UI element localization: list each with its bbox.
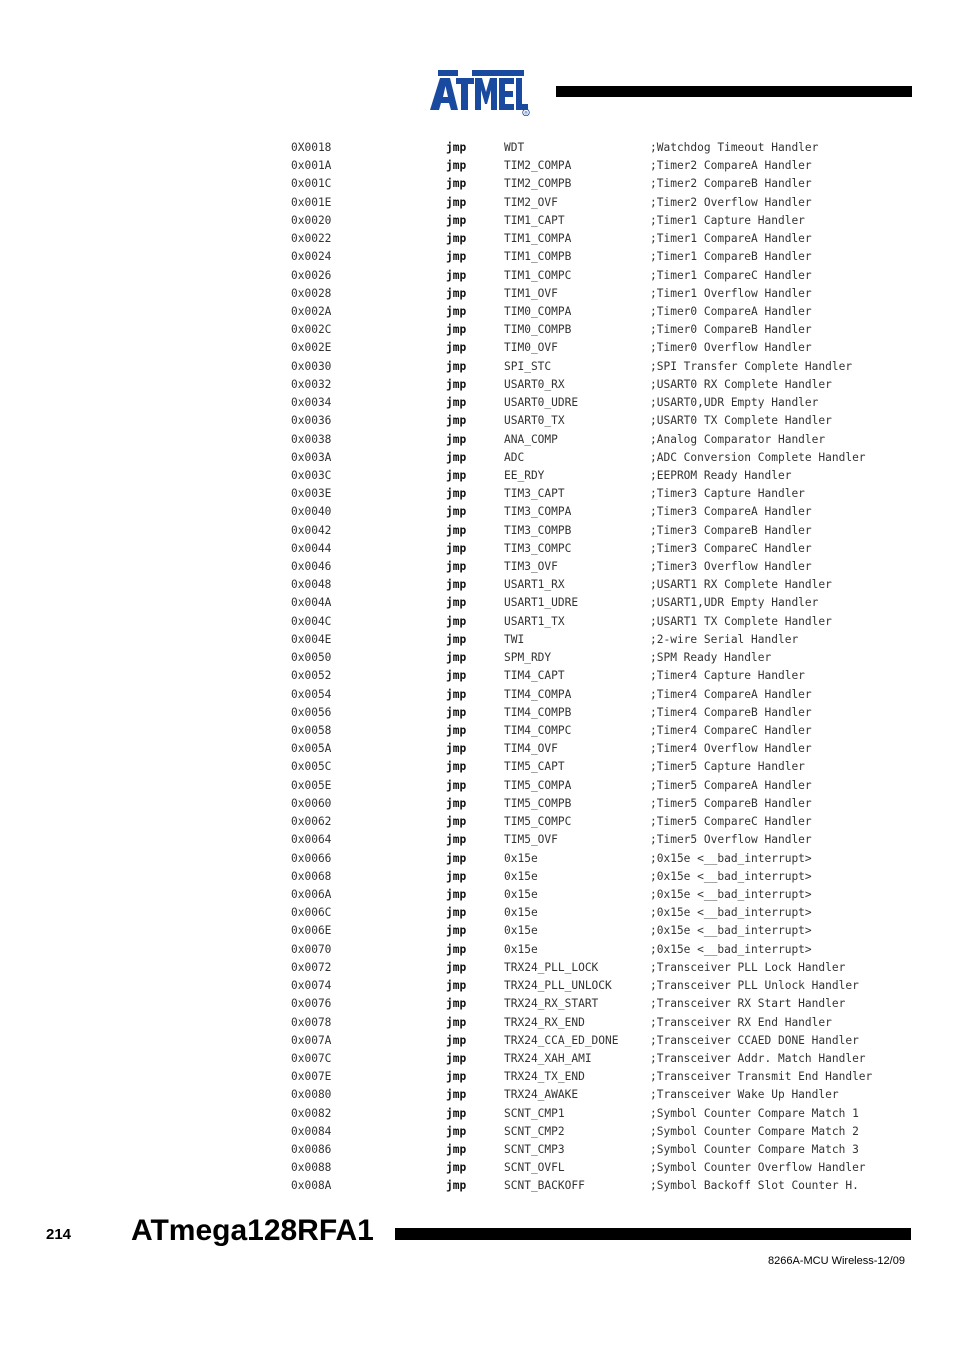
- code-address: 0x0030: [291, 359, 332, 373]
- code-target: SCNT_CMP1: [504, 1106, 565, 1120]
- code-opcode: jmp: [446, 1161, 467, 1175]
- code-address: 0x004C: [291, 614, 332, 628]
- code-comment: ;Timer4 CompareC Handler: [650, 724, 812, 737]
- code-comment: ;0x15e <__bad_interrupt>: [650, 924, 812, 938]
- code-comment: ;2-wire Serial Handler: [650, 632, 799, 646]
- code-opcode: jmp: [446, 1033, 467, 1047]
- code-comment: ;0x15e <__bad_interrupt>: [650, 869, 812, 883]
- header-rule: [556, 86, 912, 97]
- code-comment: ;Timer5 Capture Handler: [650, 760, 805, 774]
- code-target: TIM3_COMPC: [504, 541, 572, 555]
- code-address: 0x0044: [291, 541, 332, 555]
- code-address: 0x0034: [291, 396, 332, 410]
- code-address: 0x0074: [291, 979, 332, 993]
- code-opcode: jmp: [446, 705, 467, 719]
- code-comment: ;Timer3 CompareB Handler: [650, 523, 812, 537]
- code-comment: ;SPM Ready Handler: [650, 651, 772, 665]
- atmel-logo: [428, 66, 532, 116]
- code-opcode: jmp: [446, 1143, 467, 1157]
- code-opcode: jmp: [446, 414, 467, 428]
- code-address: 0x0022: [291, 232, 332, 246]
- code-target: TIM5_COMPA: [504, 778, 572, 792]
- code-target: TRX24_PLL_UNLOCK: [504, 979, 612, 993]
- code-comment: ;Transceiver PLL Unlock Handler: [650, 979, 859, 993]
- code-address: 0x0076: [291, 997, 332, 1011]
- code-target: WDT: [504, 141, 525, 154]
- code-target: TIM2_COMPA: [504, 159, 572, 173]
- code-opcode: jmp: [446, 396, 467, 410]
- page-number: 214: [46, 1226, 72, 1243]
- code-address: 0x005E: [291, 778, 332, 792]
- code-address: 0x0056: [291, 705, 332, 719]
- code-opcode: jmp: [446, 1124, 467, 1138]
- code-target: TWI: [504, 632, 525, 646]
- code-target: TIM0_COMPA: [504, 304, 572, 318]
- code-address: 0x002C: [291, 323, 332, 337]
- code-target: TIM3_COMPA: [504, 505, 572, 519]
- code-target: SCNT_CMP2: [504, 1124, 565, 1138]
- code-comment: ;Timer0 CompareA Handler: [650, 304, 812, 318]
- code-comment: ;0x15e <__bad_interrupt>: [650, 906, 812, 920]
- document-reference: 8266A-MCU Wireless-12/09: [768, 1255, 905, 1267]
- code-comment: ;Transceiver PLL Lock Handler: [650, 960, 846, 974]
- code-address: 0x0078: [291, 1015, 332, 1029]
- code-comment: ;Transceiver CCAED DONE Handler: [650, 1033, 859, 1047]
- code-target: TIM5_COMPB: [504, 796, 572, 810]
- code-opcode: jmp: [446, 851, 467, 865]
- code-address: 0x0024: [291, 250, 332, 264]
- code-address: 0x004E: [291, 632, 332, 646]
- code-address: 0x002E: [291, 341, 332, 355]
- code-opcode: jmp: [446, 887, 467, 901]
- code-comment: ;SPI Transfer Complete Handler: [650, 359, 853, 373]
- code-target: TIM4_COMPB: [504, 705, 572, 719]
- code-address: 0x0038: [291, 432, 332, 446]
- code-address: 0x003A: [291, 450, 332, 464]
- code-comment: ;Symbol Counter Overflow Handler: [650, 1161, 866, 1175]
- code-address: 0x003C: [291, 468, 332, 482]
- code-opcode: jmp: [446, 614, 467, 628]
- code-target: TIM1_COMPA: [504, 232, 572, 246]
- code-address: 0x0060: [291, 796, 332, 810]
- code-target: TIM5_CAPT: [504, 760, 565, 774]
- code-address: 0x007A: [291, 1033, 332, 1047]
- code-address: 0X0018: [291, 141, 332, 154]
- code-address: 0x0042: [291, 523, 332, 537]
- code-address: 0x0080: [291, 1088, 332, 1102]
- code-address: 0x0028: [291, 286, 332, 300]
- code-opcode: jmp: [446, 1070, 467, 1084]
- code-comment: ;0x15e <__bad_interrupt>: [650, 942, 812, 956]
- code-target: TIM3_COMPB: [504, 523, 572, 537]
- code-comment: ;USART1 TX Complete Handler: [650, 614, 832, 628]
- code-opcode: jmp: [446, 1088, 467, 1102]
- code-target: ADC: [504, 450, 525, 464]
- code-opcode: jmp: [446, 505, 467, 519]
- code-comment: ;Timer2 CompareA Handler: [650, 159, 812, 173]
- code-opcode: jmp: [446, 796, 467, 810]
- code-comment: ;USART0,UDR Empty Handler: [650, 396, 819, 410]
- code-opcode: jmp: [446, 1179, 467, 1193]
- code-address: 0x005C: [291, 760, 332, 774]
- code-comment: ;Timer3 Capture Handler: [650, 487, 805, 501]
- code-target: TIM3_OVF: [504, 560, 558, 574]
- code-target: TIM2_OVF: [504, 195, 558, 209]
- code-address: 0x0064: [291, 833, 332, 847]
- code-opcode: jmp: [446, 286, 467, 300]
- code-comment: ;Timer2 CompareB Handler: [650, 177, 812, 191]
- code-target: 0x15e: [504, 924, 538, 938]
- code-target: TIM4_COMPA: [504, 687, 572, 701]
- code-target: TIM4_COMPC: [504, 724, 572, 737]
- code-opcode: jmp: [446, 760, 467, 774]
- code-address: 0x0062: [291, 815, 332, 829]
- code-comment: ;Watchdog Timeout Handler: [650, 141, 819, 154]
- footer-rule: [395, 1228, 911, 1240]
- code-comment: ;Timer1 CompareB Handler: [650, 250, 812, 264]
- code-comment: ;Symbol Counter Compare Match 2: [650, 1124, 859, 1138]
- code-target: EE_RDY: [504, 468, 545, 482]
- code-address: 0x0050: [291, 651, 332, 665]
- code-comment: ;Timer1 Capture Handler: [650, 213, 805, 227]
- code-opcode: jmp: [446, 742, 467, 756]
- code-comment: ;Timer5 Overflow Handler: [650, 833, 812, 847]
- code-comment: ;Transceiver Wake Up Handler: [650, 1088, 839, 1102]
- code-address: 0x0032: [291, 377, 332, 391]
- code-comment: ;Timer4 CompareB Handler: [650, 705, 812, 719]
- code-address: 0x007E: [291, 1070, 332, 1084]
- code-target: 0x15e: [504, 869, 538, 883]
- code-comment: ;Symbol Backoff Slot Counter H.: [650, 1179, 859, 1193]
- code-comment: ;Timer0 Overflow Handler: [650, 341, 812, 355]
- code-opcode: jmp: [446, 304, 467, 318]
- code-comment: ;Timer0 CompareB Handler: [650, 323, 812, 337]
- code-target: 0x15e: [504, 851, 538, 865]
- code-target: USART0_RX: [504, 377, 565, 391]
- code-opcode: jmp: [446, 815, 467, 829]
- code-target: TIM4_CAPT: [504, 669, 565, 683]
- code-comment: ;Timer2 Overflow Handler: [650, 195, 812, 209]
- code-target: USART1_UDRE: [504, 596, 579, 610]
- code-comment: ;0x15e <__bad_interrupt>: [650, 887, 812, 901]
- code-comment: ;0x15e <__bad_interrupt>: [650, 851, 812, 865]
- code-target: USART0_TX: [504, 414, 565, 428]
- code-opcode: jmp: [446, 924, 467, 938]
- code-comment: ;Timer4 Overflow Handler: [650, 742, 812, 756]
- code-target: 0x15e: [504, 942, 538, 956]
- code-target: USART1_RX: [504, 578, 565, 592]
- code-address: 0x005A: [291, 742, 332, 756]
- code-comment: ;Timer4 Capture Handler: [650, 669, 805, 683]
- code-comment: ;Timer1 CompareA Handler: [650, 232, 812, 246]
- code-opcode: jmp: [446, 177, 467, 191]
- code-opcode: jmp: [446, 578, 467, 592]
- code-opcode: jmp: [446, 159, 467, 173]
- code-opcode: jmp: [446, 669, 467, 683]
- code-comment: ;USART0 TX Complete Handler: [650, 414, 832, 428]
- code-address: 0x0066: [291, 851, 332, 865]
- code-address: 0x007C: [291, 1051, 332, 1065]
- code-address: 0x0072: [291, 960, 332, 974]
- code-comment: ;USART1,UDR Empty Handler: [650, 596, 819, 610]
- code-opcode: jmp: [446, 869, 467, 883]
- code-opcode: jmp: [446, 213, 467, 227]
- code-address: 0x004A: [291, 596, 332, 610]
- code-opcode: jmp: [446, 141, 467, 154]
- code-address: 0x0088: [291, 1161, 332, 1175]
- code-comment: ;Timer3 CompareC Handler: [650, 541, 812, 555]
- code-comment: ;Transceiver Transmit End Handler: [650, 1070, 873, 1084]
- code-opcode: jmp: [446, 195, 467, 209]
- code-comment: ;Timer5 CompareC Handler: [650, 815, 812, 829]
- code-target: TIM1_COMPB: [504, 250, 572, 264]
- code-opcode: jmp: [446, 432, 467, 446]
- code-comment: ;ADC Conversion Complete Handler: [650, 450, 866, 464]
- code-opcode: jmp: [446, 942, 467, 956]
- code-target: SPI_STC: [504, 359, 552, 373]
- code-address: 0x0020: [291, 213, 332, 227]
- code-target: TIM0_OVF: [504, 341, 558, 355]
- code-target: USART1_TX: [504, 614, 565, 628]
- code-comment: ;Timer5 CompareA Handler: [650, 778, 812, 792]
- code-opcode: jmp: [446, 487, 467, 501]
- code-target: TIM3_CAPT: [504, 487, 565, 501]
- code-opcode: jmp: [446, 960, 467, 974]
- code-address: 0x0026: [291, 268, 332, 282]
- code-target: 0x15e: [504, 887, 538, 901]
- code-opcode: jmp: [446, 377, 467, 391]
- code-address: 0x0040: [291, 505, 332, 519]
- code-opcode: jmp: [446, 1051, 467, 1065]
- code-address: 0x0068: [291, 869, 332, 883]
- code-target: TRX24_AWAKE: [504, 1088, 579, 1102]
- code-address: 0x0086: [291, 1143, 332, 1157]
- code-target: TIM1_COMPC: [504, 268, 572, 282]
- code-comment: ;Symbol Counter Compare Match 3: [650, 1143, 859, 1157]
- code-opcode: jmp: [446, 1015, 467, 1029]
- code-opcode: jmp: [446, 232, 467, 246]
- code-target: TIM0_COMPB: [504, 323, 572, 337]
- code-target: ANA_COMP: [504, 432, 558, 446]
- code-address: 0x0054: [291, 687, 332, 701]
- code-address: 0x0058: [291, 724, 332, 737]
- code-opcode: jmp: [446, 997, 467, 1011]
- code-target: SCNT_BACKOFF: [504, 1179, 585, 1193]
- code-address: 0x008A: [291, 1179, 332, 1193]
- code-opcode: jmp: [446, 341, 467, 355]
- code-opcode: jmp: [446, 560, 467, 574]
- code-address: 0x0048: [291, 578, 332, 592]
- code-target: TIM2_COMPB: [504, 177, 572, 191]
- code-opcode: jmp: [446, 979, 467, 993]
- code-target: SPM_RDY: [504, 651, 552, 665]
- code-target: TIM5_COMPC: [504, 815, 572, 829]
- code-opcode: jmp: [446, 250, 467, 264]
- code-address: 0x0070: [291, 942, 332, 956]
- code-address: 0x002A: [291, 304, 332, 318]
- code-opcode: jmp: [446, 724, 467, 737]
- document-title: ATmega128RFA1: [131, 1214, 374, 1247]
- code-address: 0x001A: [291, 159, 332, 173]
- code-address: 0x003E: [291, 487, 332, 501]
- code-opcode: jmp: [446, 323, 467, 337]
- code-opcode: jmp: [446, 833, 467, 847]
- code-target: TRX24_TX_END: [504, 1070, 585, 1084]
- code-opcode: jmp: [446, 541, 467, 555]
- code-target: SCNT_OVFL: [504, 1161, 565, 1175]
- code-opcode: jmp: [446, 450, 467, 464]
- code-target: TRX24_RX_START: [504, 997, 599, 1011]
- code-target: TIM4_OVF: [504, 742, 558, 756]
- code-opcode: jmp: [446, 778, 467, 792]
- code-comment: ;Transceiver Addr. Match Handler: [650, 1051, 866, 1065]
- code-target: TIM1_OVF: [504, 286, 558, 300]
- code-address: 0x0084: [291, 1124, 332, 1138]
- registered-mark: ®: [523, 111, 529, 116]
- code-target: SCNT_CMP3: [504, 1143, 565, 1157]
- code-address: 0x0052: [291, 669, 332, 683]
- code-comment: ;Symbol Counter Compare Match 1: [650, 1106, 859, 1120]
- code-address: 0x001C: [291, 177, 332, 191]
- code-comment: ;Analog Comparator Handler: [650, 432, 826, 446]
- code-comment: ;Timer5 CompareB Handler: [650, 796, 812, 810]
- code-comment: ;Timer4 CompareA Handler: [650, 687, 812, 701]
- code-target: TRX24_XAH_AMI: [504, 1051, 592, 1065]
- code-address: 0x0082: [291, 1106, 332, 1120]
- code-opcode: jmp: [446, 596, 467, 610]
- code-address: 0x0036: [291, 414, 332, 428]
- code-opcode: jmp: [446, 906, 467, 920]
- code-address: 0x006E: [291, 924, 332, 938]
- code-comment: ;EEPROM Ready Handler: [650, 468, 792, 482]
- code-comment: ;USART0 RX Complete Handler: [650, 377, 832, 391]
- code-comment: ;Transceiver RX Start Handler: [650, 997, 846, 1011]
- code-comment: ;Timer1 CompareC Handler: [650, 268, 812, 282]
- code-address: 0x006C: [291, 906, 332, 920]
- code-target: TRX24_PLL_LOCK: [504, 960, 599, 974]
- code-target: TIM5_OVF: [504, 833, 558, 847]
- code-opcode: jmp: [446, 359, 467, 373]
- code-opcode: jmp: [446, 1106, 467, 1120]
- code-address: 0x006A: [291, 887, 332, 901]
- code-opcode: jmp: [446, 651, 467, 665]
- code-comment: ;Timer1 Overflow Handler: [650, 286, 812, 300]
- code-target: TRX24_RX_END: [504, 1015, 585, 1029]
- code-opcode: jmp: [446, 468, 467, 482]
- code-opcode: jmp: [446, 632, 467, 646]
- code-target: TRX24_CCA_ED_DONE: [504, 1033, 619, 1047]
- code-opcode: jmp: [446, 268, 467, 282]
- code-target: USART0_UDRE: [504, 396, 579, 410]
- code-address: 0x001E: [291, 195, 332, 209]
- code-target: 0x15e: [504, 906, 538, 920]
- code-address: 0x0046: [291, 560, 332, 574]
- code-comment: ;Timer3 CompareA Handler: [650, 505, 812, 519]
- code-comment: ;Transceiver RX End Handler: [650, 1015, 832, 1029]
- code-comment: ;USART1 RX Complete Handler: [650, 578, 832, 592]
- code-opcode: jmp: [446, 523, 467, 537]
- code-target: TIM1_CAPT: [504, 213, 565, 227]
- code-opcode: jmp: [446, 687, 467, 701]
- code-comment: ;Timer3 Overflow Handler: [650, 560, 812, 574]
